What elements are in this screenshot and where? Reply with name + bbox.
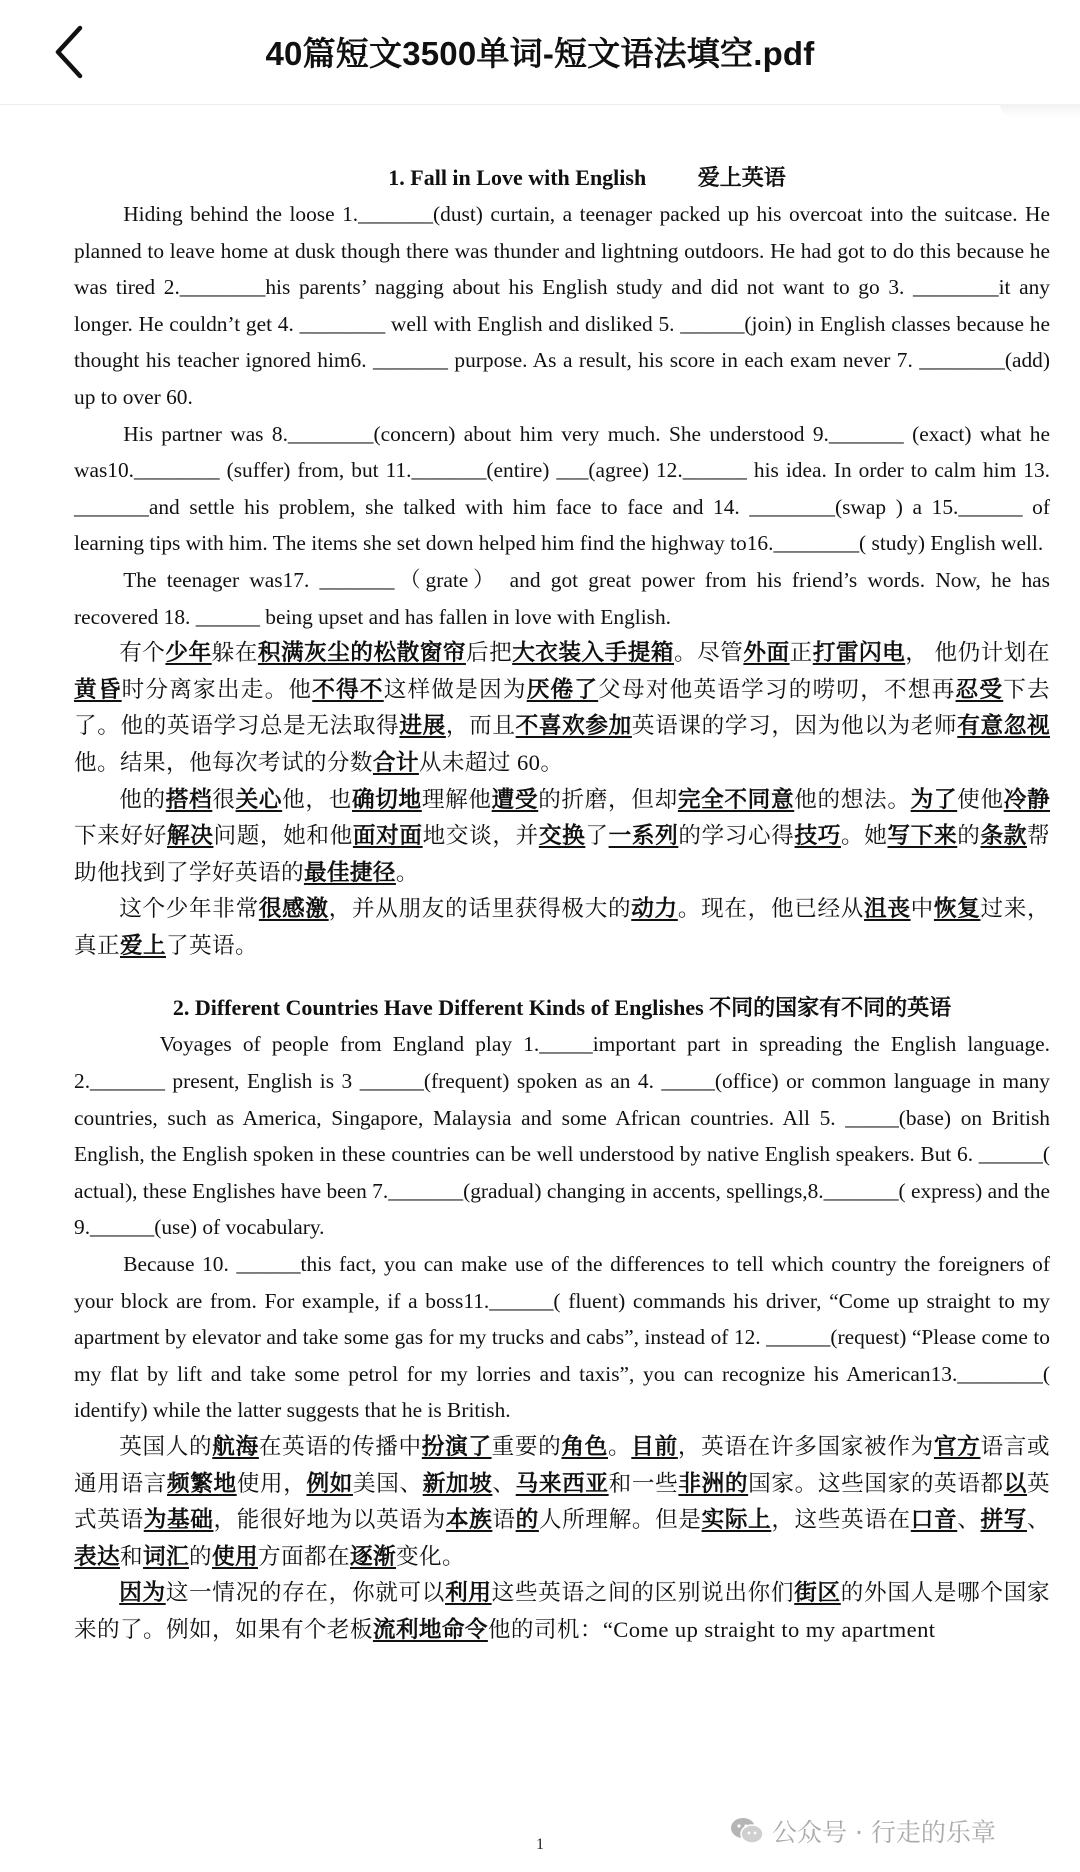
- text-segment: 。: [608, 1434, 632, 1459]
- passage-1-cn-paragraph-1: [74, 635, 1050, 781]
- vocab-highlight: 少年: [165, 640, 212, 666]
- text-segment: 正: [789, 640, 813, 666]
- passage-1-title: [74, 160, 1050, 196]
- text-segment: 。: [395, 859, 419, 885]
- text-segment: 变化。: [395, 1543, 465, 1569]
- vocab-highlight: 关心: [235, 786, 283, 812]
- vocab-highlight: 口音: [910, 1507, 958, 1533]
- vocab-highlight: 流利地命令: [372, 1616, 488, 1642]
- vocab-highlight: 大衣装入手提箱: [512, 640, 675, 666]
- vocab-highlight: 角色: [561, 1434, 609, 1459]
- text-segment: 很: [212, 786, 236, 812]
- text-segment: 的折磨，但却: [538, 786, 678, 812]
- vocab-highlight: 遭受: [491, 786, 539, 812]
- vocab-highlight: 打雷闪电: [812, 640, 906, 666]
- vocab-highlight: 航海: [212, 1434, 259, 1459]
- text-segment: 过来，真正: [74, 896, 1050, 958]
- text-segment: ， 他仍计划在: [905, 640, 1050, 666]
- text-segment: 从未超过 60。: [418, 749, 564, 775]
- vocab-highlight: 冷静: [1003, 786, 1051, 812]
- watermark-text: 公众号 · 行走的乐章: [772, 1818, 996, 1847]
- text-segment: 这些英语之间的区别说出你们: [491, 1580, 795, 1606]
- text-segment: 这样做是因为: [383, 676, 527, 702]
- vocab-highlight: 官方: [933, 1434, 981, 1459]
- back-button[interactable]: [42, 22, 102, 82]
- text-segment: 中: [910, 896, 934, 922]
- text-segment: 了: [585, 823, 609, 849]
- vocab-highlight: 面对面: [352, 823, 423, 849]
- text-segment: 时分离家出走。他: [121, 676, 313, 702]
- vocab-highlight: 为了: [910, 786, 958, 812]
- vocab-highlight: 积满灰尘的松散窗帘: [257, 640, 466, 666]
- text-segment: 下来好好: [74, 823, 167, 849]
- text-segment: 美国、: [352, 1470, 423, 1496]
- vocab-highlight: 不喜欢参加: [515, 713, 632, 739]
- page-number: 1: [536, 1836, 544, 1853]
- vocab-highlight: 频繁地: [166, 1470, 237, 1496]
- text-segment: 他的司机：“Come up straight to my apartment: [487, 1616, 936, 1642]
- text-segment: 、: [492, 1470, 516, 1496]
- text-segment: 和: [120, 1543, 143, 1569]
- passage-1-en-paragraph-3: The teenager was17. _______（grate） and got great power from his friend’s words. Now, he has recovered 18. ______ being upset and has fallen in love with English.: [74, 567, 1050, 629]
- passage-2-cn-paragraph-2: [74, 1575, 1050, 1648]
- text-segment: ，并从朋友的话里获得极大的: [328, 896, 632, 922]
- text-segment: 使他: [957, 786, 1004, 812]
- vocab-highlight: 马来西亚: [515, 1470, 609, 1496]
- vocab-highlight: 恢复: [933, 896, 981, 922]
- corner-shadow: [1000, 104, 1080, 118]
- wechat-icon: [730, 1816, 764, 1846]
- chevron-left-icon: [42, 22, 102, 82]
- vocab-highlight: 忍受: [955, 676, 1004, 702]
- vocab-highlight: 利用: [445, 1580, 492, 1606]
- vocab-highlight: 厌倦了: [526, 676, 599, 702]
- text-segment: 国家。这些国家的英语都: [748, 1470, 1004, 1496]
- vocab-highlight: 黄昏: [74, 676, 122, 702]
- text-segment: 在英语的传播中: [258, 1434, 422, 1459]
- text-segment: 他的: [119, 786, 166, 812]
- vocab-highlight: 街区: [794, 1580, 841, 1606]
- vocab-highlight: 外面: [743, 640, 790, 666]
- vocab-highlight: 进展: [399, 713, 446, 739]
- text-segment: 下去了。他的英语学习总是无法取得: [74, 676, 1051, 739]
- document-title: 40篇短文3500单词-短文语法填空.pdf: [265, 35, 815, 72]
- text-segment: 、: [957, 1507, 981, 1533]
- vocab-highlight: 沮丧: [864, 896, 911, 922]
- text-segment: 。现在，他已经从: [677, 896, 865, 922]
- passage-1-cn-paragraph-3: [74, 891, 1050, 964]
- text-segment: 他。结果，他每次考试的分数: [74, 749, 373, 775]
- text-segment: 父母对他英语学习的唠叨，不想再: [598, 676, 956, 702]
- text-segment: ，这些英语在: [771, 1507, 911, 1533]
- text-segment: 这一情况的存在，你就可以: [165, 1580, 446, 1606]
- text-segment: 他的想法。: [794, 786, 911, 812]
- vocab-highlight: 词汇: [143, 1543, 189, 1569]
- text-segment: 方面都在: [258, 1543, 350, 1569]
- vocab-highlight: 最佳捷径: [303, 859, 396, 885]
- vocab-highlight: 目前: [631, 1434, 678, 1459]
- vocab-highlight: 的: [515, 1507, 539, 1533]
- watermark: [730, 1811, 996, 1851]
- vocab-highlight: 条款: [980, 823, 1027, 849]
- vocab-highlight: 写下来: [887, 823, 958, 849]
- vocab-highlight: 搭档: [165, 786, 213, 812]
- top-bar: [0, 0, 1080, 105]
- passage-2-title: 2. Different Countries Have Different Kinds of Englishes 不同的国家有不同的英语: [172, 995, 952, 1021]
- text-segment: 和一些: [608, 1470, 679, 1496]
- vocab-highlight: 扮演了: [421, 1434, 492, 1459]
- text-segment: ，英语在许多国家被作为: [677, 1434, 934, 1459]
- vocab-highlight: 因为: [119, 1580, 166, 1606]
- text-segment: 问题，她和他: [213, 823, 353, 849]
- text-segment: 后把: [465, 640, 513, 666]
- text-segment: 有个: [119, 640, 166, 666]
- vocab-highlight: 一系列: [608, 823, 679, 849]
- text-segment: 他，也: [282, 786, 352, 812]
- vocab-highlight: 有意忽视: [957, 713, 1050, 739]
- passage-1-en-paragraph-1: Hiding behind the loose 1._______(dust) curtain, a teenager packed up his overcoat into the suitcase. He planned to leave home at dusk though there was thunder and lightning outdoors. He had got to do this because he was tired 2.________his parents’ nagging about his English study and did not want to go 3. ________it any longer. He couldn’t get 4. ________ well with English and disliked 5. ______(join) in English classes because he thought his teacher ignored him6. _______ purpose. As a result, his score in each exam never 7. ________(add) up to over 60.: [74, 202, 1050, 409]
- text-segment: 语: [492, 1507, 516, 1533]
- vocab-highlight: 确切地: [351, 786, 422, 812]
- text-segment: 。尽管: [674, 640, 744, 666]
- passage-1-title-en: 1. Fall in Love with English: [388, 165, 647, 190]
- passage-2-en-paragraph-1: Voyages of people from England play 1._____important part in spreading the English language. 2._______ present, English is 3 ______(frequent) spoken as an 4. _____(office) or common language in many countries, such as America, Singapore, Malaysia and some African countries. All 5. _____(base) on British English, the English spoken in these countries can be well understood by native English speakers. But 6. ______( actual), these Englishes have been 7._______(gradual) changing in accents, spellings,8._______( express) and the 9.______(use) of vocabulary.: [74, 1032, 1050, 1240]
- vocab-highlight: 本族: [445, 1507, 493, 1533]
- vocab-highlight: 交换: [538, 823, 586, 849]
- text-segment: 的外国人是哪个国家来的了。例如，如果有个老板: [74, 1580, 1050, 1642]
- text-segment: 使用，: [236, 1470, 307, 1496]
- text-segment: 英语课的学习，因为他以为老师: [631, 713, 958, 739]
- text-segment: 理解他: [421, 786, 492, 812]
- vocab-highlight: 不得不: [312, 676, 384, 702]
- text-segment: 英国人的: [119, 1434, 213, 1459]
- text-segment: 的学习心得: [678, 823, 795, 849]
- vocab-highlight: 为基础: [143, 1507, 214, 1533]
- vocab-highlight: 逐渐: [349, 1543, 396, 1569]
- vocab-highlight: 爱上: [120, 932, 166, 958]
- vocab-highlight: 表达: [74, 1543, 120, 1569]
- text-segment: 的: [189, 1543, 212, 1569]
- pdf-page[interactable]: [74, 160, 1050, 1649]
- passage-2-en-paragraph-2: Because 10. ______this fact, you can make use of the differences to tell which country the foreigners of your block are from. For example, if a boss11.______( fluent) commands his driver, “Come up straight to my apartment by elevator and take some gas for my trucks and cabs”, instead of 12. ______(request) “Please come to my flat by lift and take some petrol for my lorries and taxis”, you can recognize his American13.________( identify) while the latter suggests that he is British.: [74, 1252, 1050, 1423]
- text-segment: 、: [1026, 1507, 1050, 1533]
- text-segment: 英式英语: [74, 1470, 1051, 1533]
- text-segment: 。她: [841, 823, 888, 849]
- text-segment: 语言或通用语言: [74, 1434, 1050, 1496]
- vocab-highlight: 使用: [212, 1543, 258, 1569]
- passage-1-title-cn: 爱上英语: [697, 165, 786, 190]
- passage-1-cn-paragraph-2: [74, 782, 1050, 892]
- vocab-highlight: 合计: [372, 749, 419, 775]
- vocab-highlight: 动力: [631, 896, 678, 922]
- text-segment: 地交谈，并: [422, 823, 539, 849]
- vocab-highlight: 新加坡: [422, 1470, 493, 1496]
- vocab-highlight: 非洲的: [678, 1470, 749, 1496]
- text-segment: 帮助他找到了学好英语的: [74, 823, 1050, 885]
- vocab-highlight: 例如: [306, 1470, 353, 1496]
- vocab-highlight: 技巧: [794, 823, 842, 849]
- passage-2-cn-paragraph-1: [74, 1429, 1050, 1575]
- text-segment: ，能很好地为以英语为: [213, 1507, 446, 1533]
- vocab-highlight: 很感激: [258, 896, 329, 922]
- text-segment: 躲在: [211, 640, 258, 666]
- passage-1-en-paragraph-2: His partner was 8.________(concern) about him very much. She understood 9._______ (exact) what he was10.________ (suffer) from, but 11._______(entire) ___(agree) 12.______ his idea. In order to calm him 13. _______and settle his problem, she talked with him face to face and 14. ________(swap ) a 15.______ of learning tips with him. The items she set down helped him find the highway to16.________( study) English well.: [74, 421, 1050, 556]
- vocab-highlight: 完全不同意: [677, 786, 795, 812]
- vocab-highlight: 以: [1003, 1470, 1028, 1496]
- text-segment: 这个少年非常: [119, 896, 259, 922]
- vocab-highlight: 拼写: [980, 1507, 1027, 1533]
- text-segment: 的: [957, 823, 981, 849]
- vocab-highlight: 解决: [166, 823, 214, 849]
- text-segment: 重要的: [491, 1434, 562, 1459]
- text-segment: ，而且: [445, 713, 516, 739]
- text-segment: 了英语。: [166, 932, 258, 958]
- vocab-highlight: 实际上: [701, 1507, 772, 1533]
- text-segment: 人所理解。但是: [538, 1507, 702, 1533]
